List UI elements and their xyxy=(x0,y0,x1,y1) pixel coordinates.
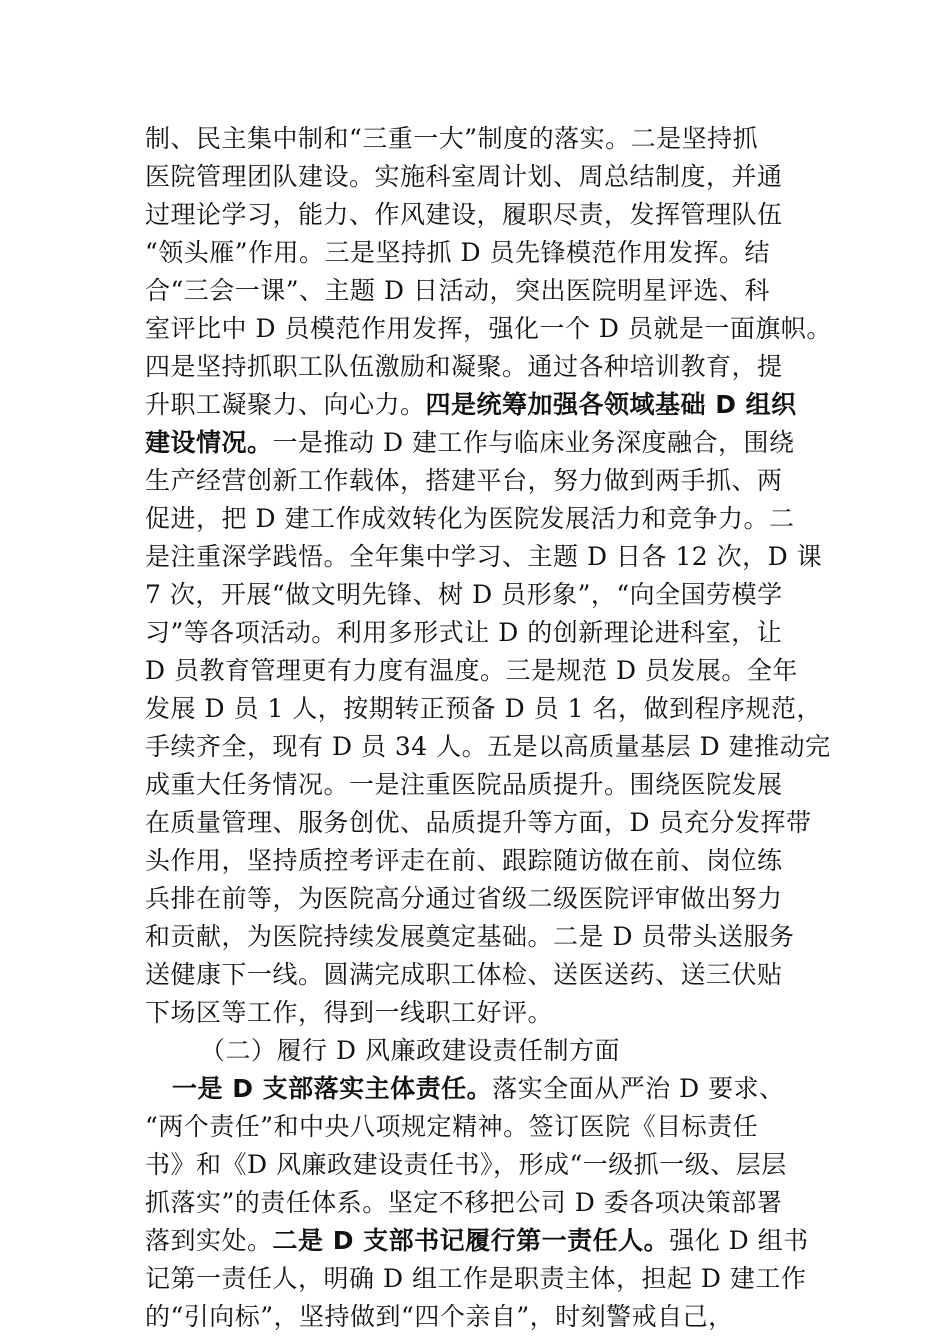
text-segment: 7 次，开展“做文明先锋、树 D 员形象”，“向全国劳模学 xyxy=(145,580,783,609)
text-line xyxy=(145,956,825,994)
text-line xyxy=(145,272,825,310)
text-line xyxy=(145,1108,825,1146)
text-line xyxy=(145,728,831,766)
text-segment: 记第一责任人，明确 D 组工作是职责主体，担起 D 建工作 xyxy=(145,1264,807,1293)
text-line xyxy=(145,880,825,918)
bold-heading-segment: 建设情况。 xyxy=(145,428,273,457)
text-line xyxy=(145,918,825,956)
text-line xyxy=(145,1184,825,1222)
text-line xyxy=(145,386,825,424)
text-segment: 促进，把 D 建工作成效转化为医院发展活力和竞争力。二 xyxy=(145,504,795,533)
text-segment: “两个责任”和中央八项规定精神。签订医院《目标责任 xyxy=(145,1112,759,1141)
text-line xyxy=(145,310,832,348)
text-line xyxy=(145,348,825,386)
text-segment: 书》和《D 风廉政建设责任书》，形成“一级抓一级、层层 xyxy=(145,1150,787,1179)
text-segment: 下场区等工作，得到一线职工好评。 xyxy=(145,998,554,1027)
text-line xyxy=(145,500,825,538)
text-segment: 送健康下一线。圆满完成职工体检、送医送药、送三伏贴 xyxy=(145,960,783,989)
text-segment: “领头雁”作用。三是坚持抓 D 员先锋模范作用发挥。结 xyxy=(145,238,771,267)
text-line xyxy=(145,804,825,842)
text-line xyxy=(145,120,825,158)
text-segment: 升职工凝聚力、向心力。 xyxy=(145,390,426,419)
text-line xyxy=(145,424,825,462)
text-segment: 发展 D 员 1 人，按期转正预备 D 员 1 名，做到程序规范， xyxy=(145,694,822,723)
text-line xyxy=(145,652,825,690)
text-segment: 强化 D 组书 xyxy=(669,1226,809,1255)
text-segment: 习”等各项活动。利用多形式让 D 的创新理论进科室，让 xyxy=(145,618,783,647)
text-segment: 兵排在前等，为医院高分通过省级二级医院评审做出努力 xyxy=(145,884,783,913)
text-segment: 成重大任务情况。一是注重医院品质提升。围绕医院发展 xyxy=(145,770,783,799)
bold-heading-segment: 一是 D 支部落实主体责任。 xyxy=(172,1074,493,1103)
text-line xyxy=(145,538,825,576)
text-segment: 的“引向标”，坚持做到“四个亲自”，时刻警戒自己， xyxy=(145,1302,734,1331)
text-line xyxy=(145,1298,825,1336)
text-line xyxy=(145,196,825,234)
text-segment: 手续齐全，现有 D 员 34 人。五是以高质量基层 D 建推动完 xyxy=(145,732,831,761)
text-segment: 生产经营创新工作载体，搭建平台，努力做到两手抓、两 xyxy=(145,466,783,495)
text-segment: 制、民主集中制和“三重一大”制度的落实。二是坚持抓 xyxy=(145,124,759,153)
text-line xyxy=(145,994,825,1032)
section-heading-text: （二）履行 D 风廉政建设责任制方面 xyxy=(200,1036,620,1065)
section-heading xyxy=(200,1032,880,1070)
text-segment: 室评比中 D 员模范作用发挥，强化一个 D 员就是一面旗帜。 xyxy=(145,314,832,343)
text-segment: 落到实处。 xyxy=(145,1226,273,1255)
text-line xyxy=(145,690,825,728)
text-segment: 医院管理团队建设。实施科室周计划、周总结制度，并通 xyxy=(145,162,783,191)
text-line xyxy=(145,462,825,500)
text-segment: D 员教育管理更有力度有温度。三是规范 D 员发展。全年 xyxy=(145,656,798,685)
text-line xyxy=(145,158,825,196)
text-segment: 抓落实”的责任体系。坚定不移把公司 D 委各项决策部署 xyxy=(145,1188,783,1217)
text-segment: 过理论学习，能力、作风建设，履职尽责，发挥管理队伍 xyxy=(145,200,783,229)
text-line xyxy=(145,842,825,880)
text-line xyxy=(172,1070,852,1108)
text-segment: 在质量管理、服务创优、品质提升等方面，D 员充分发挥带 xyxy=(145,808,812,837)
text-segment: 落实全面从严治 D 要求、 xyxy=(492,1074,785,1103)
text-line xyxy=(145,766,825,804)
text-line xyxy=(145,1260,825,1298)
text-segment: 四是坚持抓职工队伍激励和凝聚。通过各种培训教育，提 xyxy=(145,352,783,381)
text-segment: 是注重深学践悟。全年集中学习、主题 D 日各 12 次，D 课 xyxy=(145,542,823,571)
text-segment: 一是推动 D 建工作与临床业务深度融合，围绕 xyxy=(272,428,795,457)
text-segment: 和贡献，为医院持续发展奠定基础。二是 D 员带头送服务 xyxy=(145,922,795,951)
bold-heading-segment: 四是统筹加强各领域基础 D 组织 xyxy=(425,390,797,419)
text-line xyxy=(145,234,825,272)
text-line xyxy=(145,576,825,614)
text-line xyxy=(145,1146,825,1184)
text-segment: 头作用，坚持质控考评走在前、跟踪随访做在前、岗位练 xyxy=(145,846,783,875)
text-segment: 合“三会一课”、主题 D 日活动，突出医院明星评选、科 xyxy=(145,276,771,305)
bold-heading-segment: 二是 D 支部书记履行第一责任人。 xyxy=(272,1226,670,1255)
text-line xyxy=(145,614,825,652)
text-line xyxy=(145,1222,825,1260)
